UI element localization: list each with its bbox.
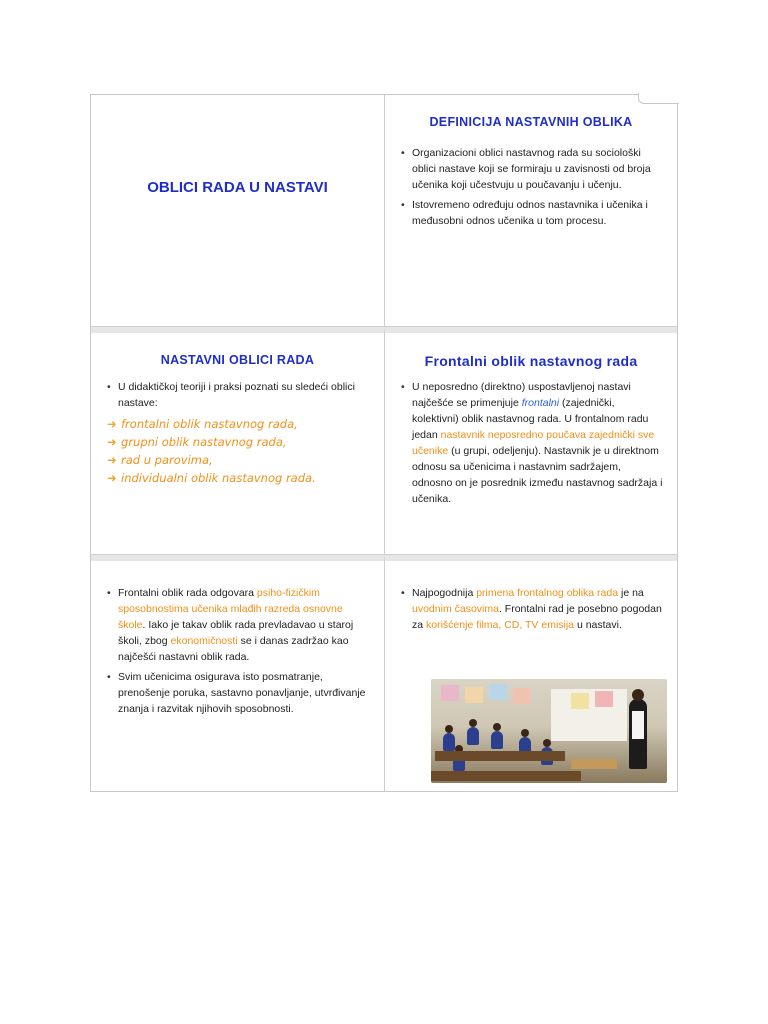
bullet-item: • Svim učenicima osigurava isto posmatranje, prenošenje poruka, sastavno ponavljanje, utvrđivanje znanja i razvitak njihovih sposobnosti.	[107, 671, 366, 715]
student-head	[543, 739, 551, 747]
arrow-bullet-icon: ➜	[107, 435, 117, 449]
bullet-item: • Istovremeno određuju odnos nastavnika i učenika i međusobni odnos učenika u tom procesu.	[401, 199, 648, 227]
application-bullets	[399, 585, 663, 633]
slide-grid	[91, 95, 677, 791]
list-item: ➜ frontalni oblik nastavnog rada,	[107, 417, 298, 431]
forms-list	[105, 415, 370, 487]
wall-poster	[465, 687, 483, 703]
list-item: ➜ grupni oblik nastavnog rada,	[107, 435, 287, 449]
arrow-bullet-icon: ➜	[107, 471, 117, 485]
student-head	[445, 725, 453, 733]
slide-heading: NASTAVNI OBLICI RADA	[160, 353, 315, 367]
details-bullets	[105, 585, 370, 717]
bullet-dot-icon: •	[401, 587, 405, 599]
slide-5-frontal-details	[91, 555, 385, 791]
wall-poster	[595, 691, 613, 707]
student	[467, 727, 479, 745]
slide-3-forms	[91, 327, 385, 555]
student	[443, 733, 455, 751]
slide-heading: DEFINICIJA NASTAVNIH OBLIKA	[429, 115, 633, 129]
classroom-photo	[431, 679, 667, 783]
bullet-item: • U neposredno (direktno) uspostavljenoj nastavi najčešće se primenjuje frontalni (zajednički, kolektivni) oblik nastavnog rada. U frontalnom radu jedan nastavnik neposredno poučava zajednički sve učenike (u grupi, odeljenju). Nastavnik je u direktnom odnosu sa učenicima i nastavnim sadržajem, odnosno on je posrednik između nastavnog sadržaja i učenika.	[401, 381, 663, 505]
teacher-shirt	[632, 711, 644, 739]
forms-intro	[105, 379, 370, 411]
teacher-head	[632, 689, 644, 701]
wall-poster	[489, 684, 507, 700]
bullet-dot-icon: •	[401, 199, 405, 211]
bullet-dot-icon: •	[107, 587, 111, 599]
bullet-item: • U didaktičkoj teoriji i praksi poznati su sledeći oblici nastave:	[107, 381, 355, 409]
student-head	[469, 719, 477, 727]
school-desk	[431, 771, 581, 781]
presentation-title: OBLICI RADA U NASTAVI	[147, 179, 328, 196]
slide-1-title	[91, 95, 385, 327]
whiteboard	[551, 689, 627, 741]
list-item: ➜ individualni oblik nastavnog rada.	[107, 471, 316, 485]
arrow-bullet-icon: ➜	[107, 417, 117, 431]
teacher-table	[571, 759, 617, 769]
bullet-dot-icon: •	[401, 147, 405, 159]
arrow-bullet-icon: ➜	[107, 453, 117, 467]
student-head	[493, 723, 501, 731]
slide-6-application	[385, 555, 677, 791]
slide-2-definition	[385, 95, 677, 327]
wall-poster	[571, 693, 589, 709]
list-item: ➜ rad u parovima,	[107, 453, 213, 467]
bullet-item: • Najpogodnija primena frontalnog oblika rada je na uvodnim časovima. Frontalni rad je posebno pogodan za korišćenje filma, CD, TV emisija u nastavi.	[401, 587, 662, 631]
definition-bullets	[399, 145, 663, 229]
slide-4-frontal	[385, 327, 677, 555]
school-desk	[435, 751, 565, 761]
handout-sheet	[90, 94, 678, 792]
bullet-dot-icon: •	[107, 381, 111, 393]
wall-poster	[513, 688, 531, 704]
bullet-item: • Organizacioni oblici nastavnog rada su sociološki oblici nastave koji se formiraju u zavisnosti od broja učenika koji učestvuju u poučavanju i učenju.	[401, 147, 651, 191]
bullet-item: • Frontalni oblik rada odgovara psiho-fizičkim sposobnostima učenika mlađih razreda osnovne škole. Iako je takav oblik rada prevladavao u staroj školi, zbog ekonomičnosti se i danas zadržao kao najčešći nastavni oblik rada.	[107, 587, 354, 663]
student	[491, 731, 503, 749]
wall-poster	[441, 685, 459, 701]
frontal-bullets	[399, 379, 663, 507]
bullet-dot-icon: •	[107, 671, 111, 683]
bullet-dot-icon: •	[401, 381, 405, 393]
slide-heading: Frontalni oblik nastavnog rada	[424, 353, 638, 369]
student-head	[521, 729, 529, 737]
